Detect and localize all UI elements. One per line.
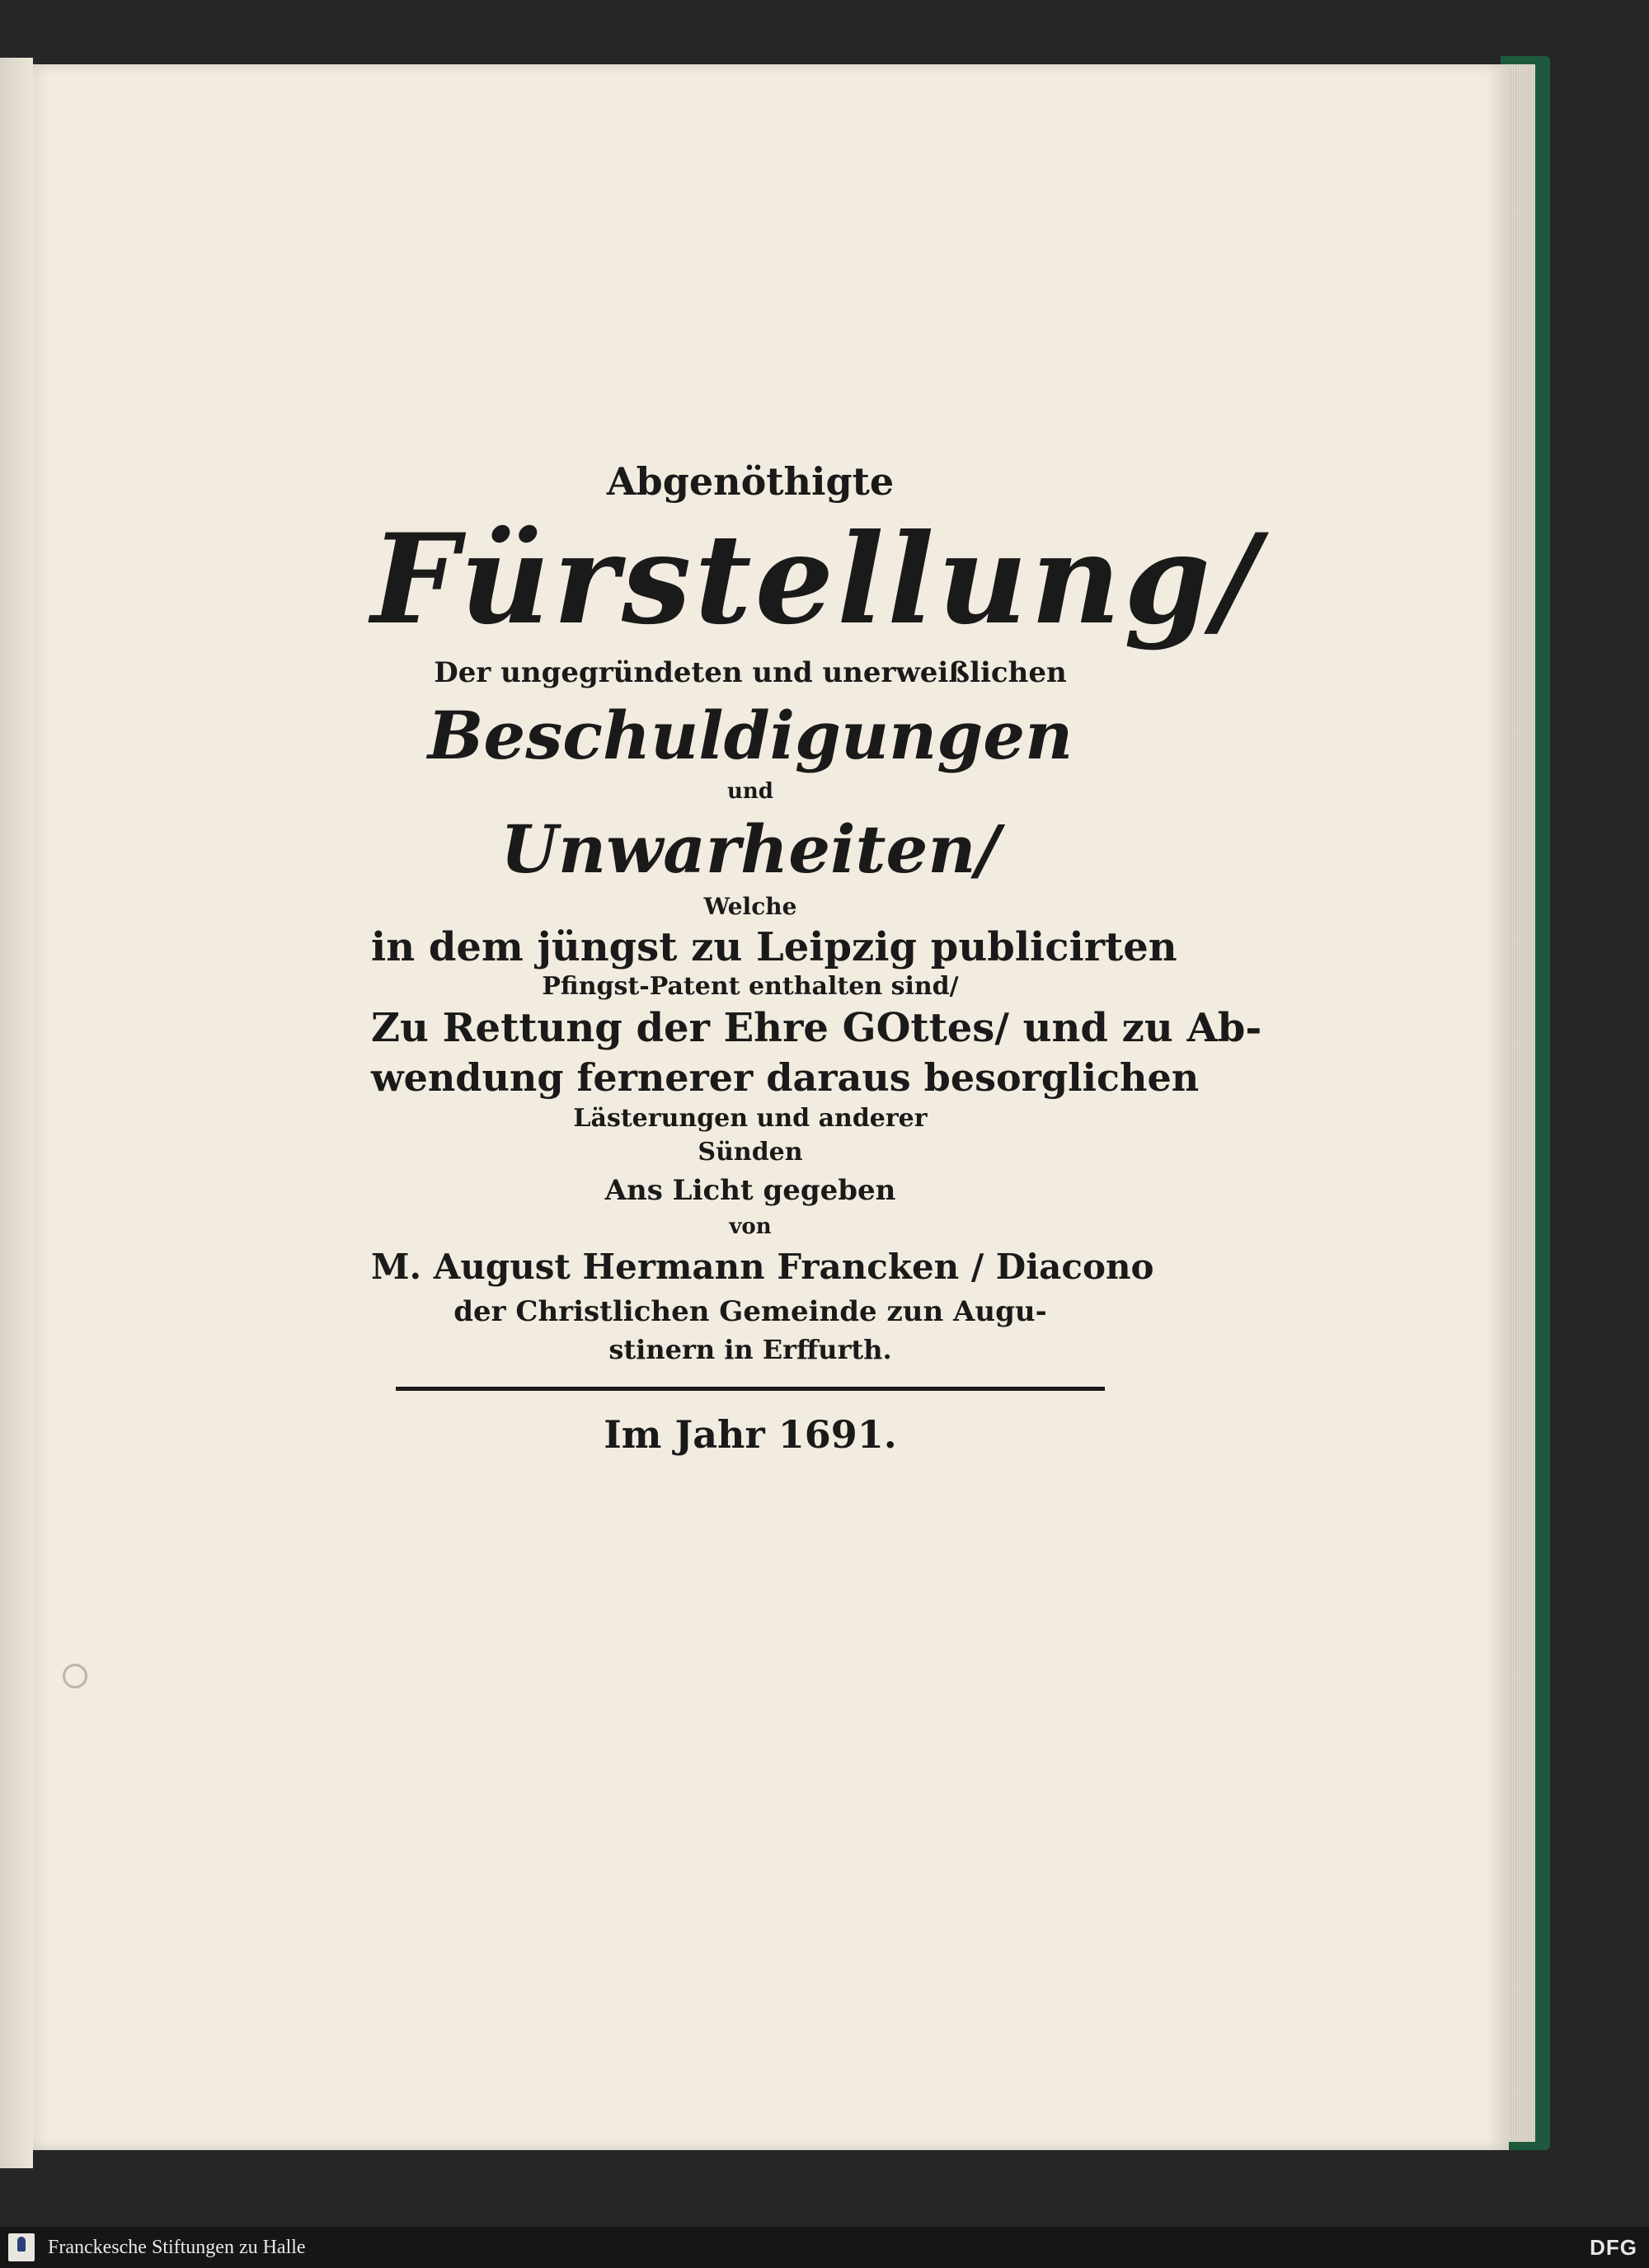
title-block [371, 453, 1262, 1463]
author-line: M. August Hermann Francken / Diacono [371, 1247, 1154, 1287]
title-line-5: und [727, 779, 773, 804]
institution-logo-icon [8, 2233, 35, 2261]
title-line-7: Welche [703, 893, 797, 920]
institution-name: Franckesche Stiftungen zu Halle [48, 2237, 306, 2258]
main-title: Fürstellung/ [371, 507, 1262, 652]
title-line-18: stinern in Erffurth. [608, 1334, 892, 1365]
title-line-1: Abgenöthigte [606, 459, 895, 504]
divider-rule [396, 1387, 1105, 1391]
title-line-3: Der ungegründeten und unerweißlichen [434, 656, 1067, 689]
title-line-14: Ans Licht gegeben [604, 1174, 896, 1207]
title-line-8: in dem jüngst zu Leipzig publicirten [371, 924, 1177, 970]
title-line-17: der Christlichen Gemeinde zun Augu- [453, 1295, 1047, 1328]
title-line-9: Pfingst-Patent enthalten sind/ [542, 972, 959, 1001]
left-page-edge [0, 58, 33, 2168]
viewer-footer [0, 2227, 1649, 2268]
title-line-10: Zu Rettung der Ehre GOttes/ und zu Ab- [371, 1005, 1262, 1051]
imprint-year: Im Jahr 1691. [604, 1412, 897, 1457]
title-line-6: Unwarheiten/ [500, 810, 1000, 888]
dfg-logo: DFG [1590, 2235, 1637, 2260]
title-line-11: wendung fernerer daraus besorglichen [371, 1055, 1200, 1100]
title-line-12: Lästerungen und anderer [573, 1104, 928, 1133]
title-line-4: Beschuldigungen [427, 697, 1073, 774]
binding-stitch [63, 1664, 87, 1688]
title-line-15: von [729, 1214, 772, 1239]
title-line-13: Sünden [698, 1138, 803, 1167]
